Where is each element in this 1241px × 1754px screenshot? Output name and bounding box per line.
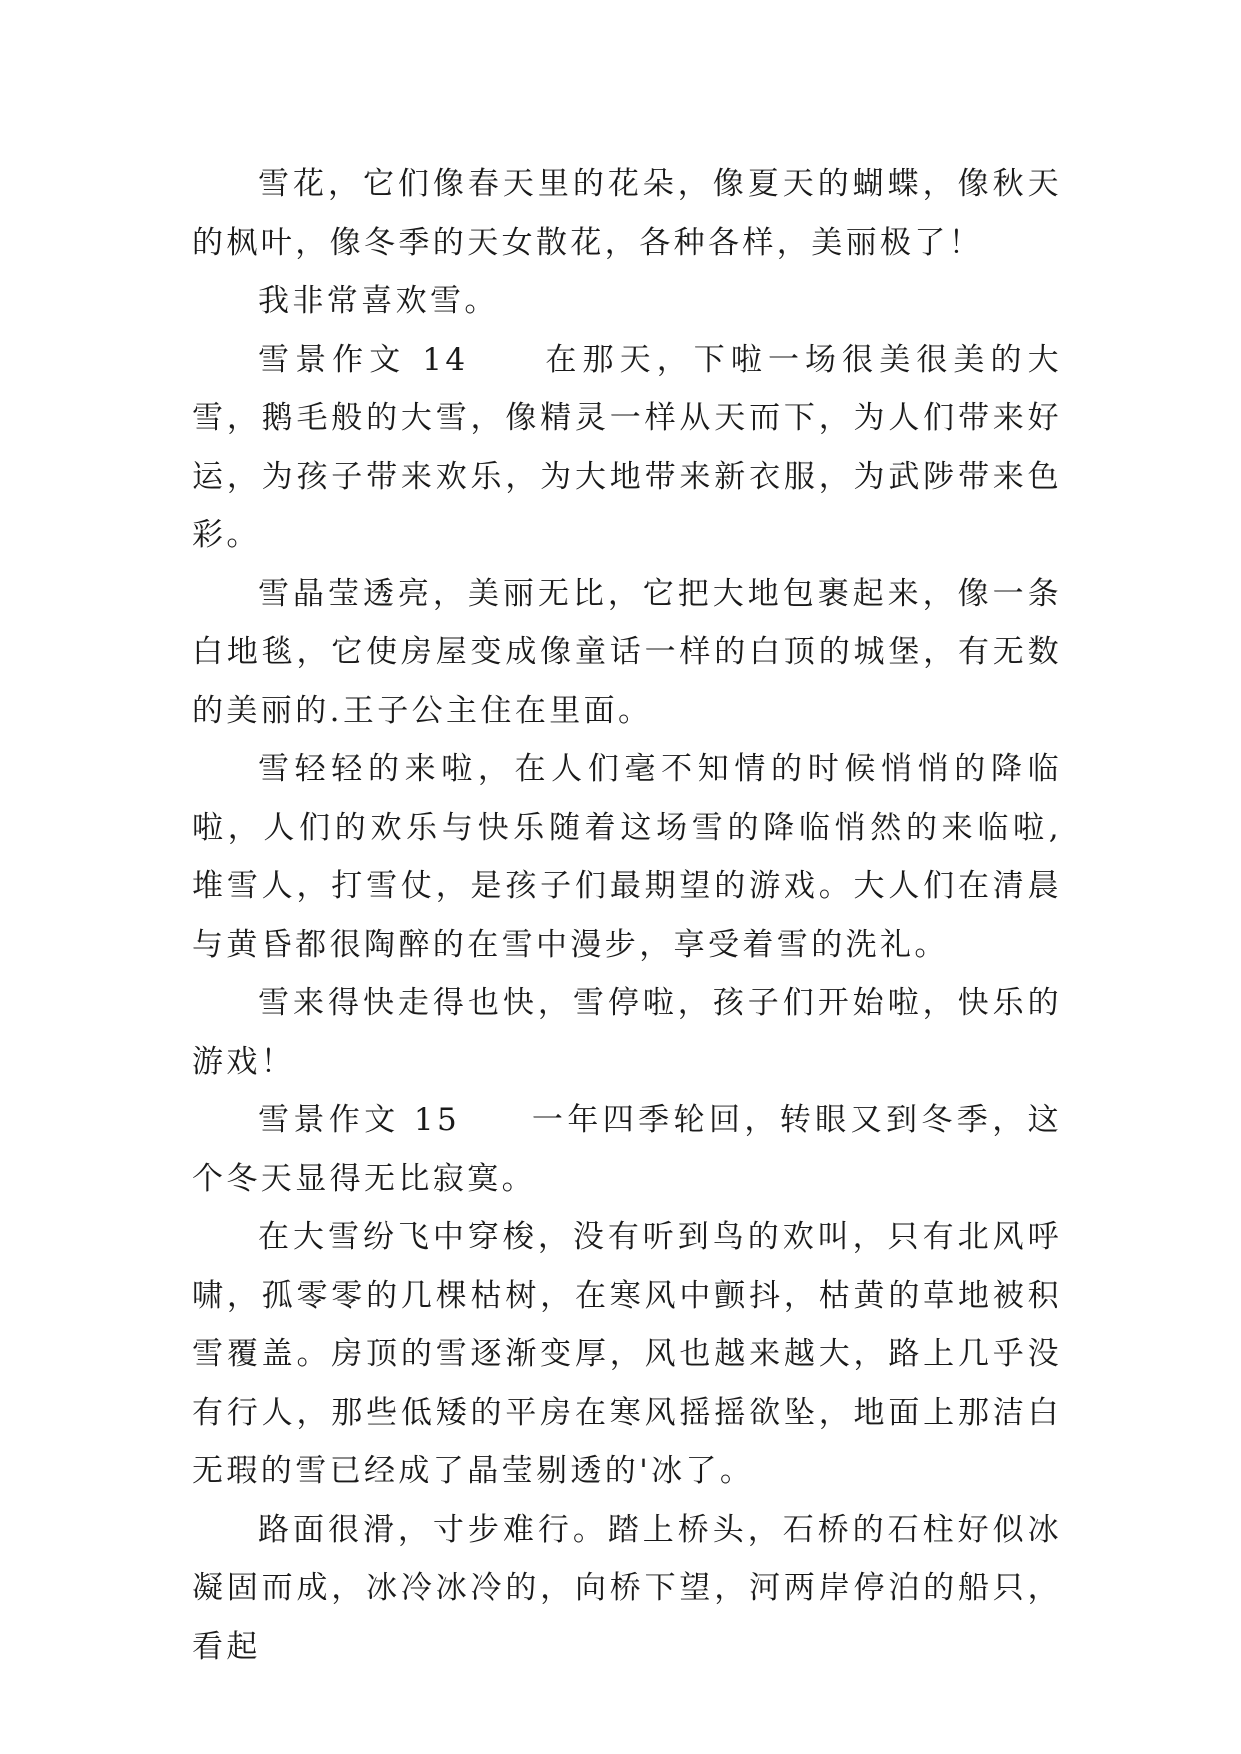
paragraph-essay-14-intro: 雪景作文 14 在那天，下啦一场很美很美的大雪，鹅毛般的大雪，像精灵一样从天而下，为人们带来好运，为孩子带来欢乐，为大地带来新衣服，为武陟带来色彩。 <box>192 341 1062 553</box>
document-body <box>192 155 1062 1676</box>
paragraph-snow-arrives: 雪轻轻的来啦，在人们毫不知情的时候悄悄的降临啦，人们的欢乐与快乐随着这场雪的降临悄然的来临啦,堆雪人，打雪仗，是孩子们最期望的游戏。大人们在清晨与黄昏都很陶醉的在雪中漫步，享受着雪的洗礼。 <box>192 751 1062 963</box>
paragraph-slippery-road: 路面很滑，寸步难行。踏上桥头，石桥的石柱好似冰凝固而成，冰冷冰冷的，向桥下望，河两岸停泊的船只，看起 <box>192 1511 1062 1665</box>
paragraph-essay-15-intro: 雪景作文 15 一年四季轮回，转眼又到冬季，这个冬天显得无比寂寞。 <box>192 1102 1062 1197</box>
paragraph-snowstorm-scene: 在大雪纷飞中穿梭，没有听到鸟的欢叫，只有北风呼啸，孤零零的几棵枯树，在寒风中颤抖，枯黄的草地被积雪覆盖。房顶的雪逐渐变厚，风也越来越大，路上几乎没有行人，那些低矮的平房在寒风摇摇欲坠，地面上那洁白无瑕的雪已经成了晶莹剔透的'冰了。 <box>192 1219 1062 1489</box>
paragraph-crystal-snow: 雪晶莹透亮，美丽无比，它把大地包裹起来，像一条白地毯，它使房屋变成像童话一样的白顶的城堡，有无数的美丽的.王子公主住在里面。 <box>192 575 1062 729</box>
paragraph-love-snow: 我非常喜欢雪。 <box>258 283 499 319</box>
paragraph-snowflake-shapes: 雪花，它们像春天里的花朵，像夏天的蝴蝶，像秋天的枫叶，像冬季的天女散花，各种各样，美丽极了！ <box>192 166 1062 261</box>
paragraph-snow-stops: 雪来得快走得也快，雪停啦，孩子们开始啦，快乐的游戏！ <box>192 985 1062 1080</box>
